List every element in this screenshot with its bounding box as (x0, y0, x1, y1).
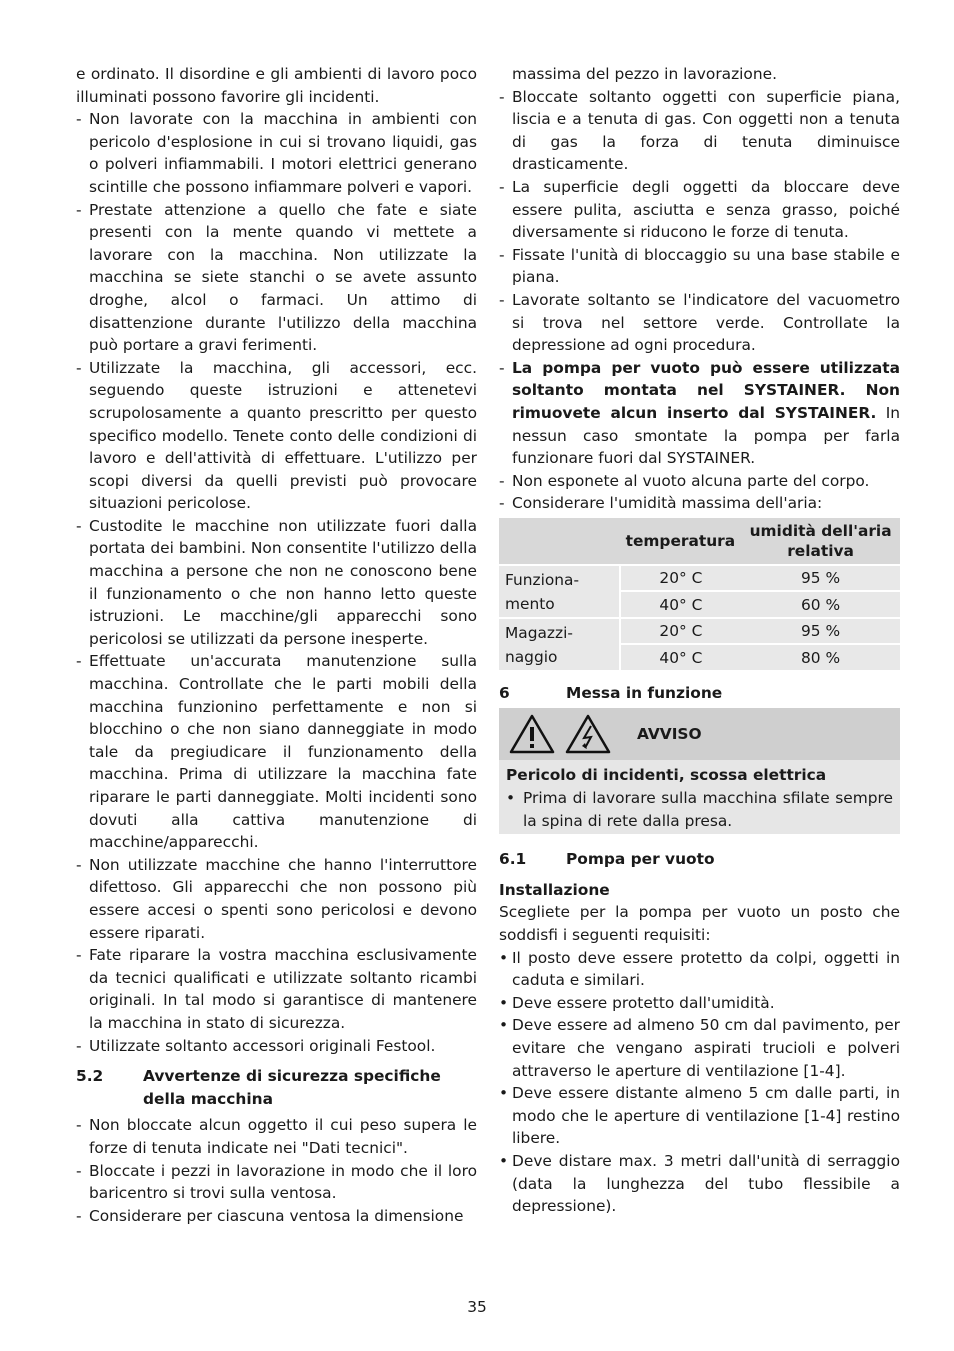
list-item: - La superficie degli oggetti da bloccare deve essere pulita, asciutta e senza grasso, poiché diversamente si riducono le forze di tenuta. (499, 176, 900, 244)
section-heading-6 (499, 682, 900, 705)
section-title: Pompa per vuoto (566, 850, 715, 869)
list-item: - Non bloccate alcun oggetto il cui peso supera le forze di tenuta indicate nei "Dati tecnici". (76, 1114, 477, 1159)
section-title: Avvertenze di sicurezza specifiche della macchina (143, 1067, 441, 1108)
paragraph: Scegliete per la pompa per vuoto un posto che soddisfi i seguenti requisiti: (499, 903, 900, 945)
table-cell: 40° C (620, 644, 742, 670)
list-item-bold (499, 357, 900, 470)
humidity-table (499, 518, 900, 670)
safety-list (76, 108, 477, 1057)
list-item: - Non esponete al vuoto alcuna parte del corpo. (499, 470, 900, 493)
table-cell: Funziona-mento (499, 565, 620, 618)
table-header: umidità dell'aria relativa (741, 518, 900, 565)
list-item: - Bloccate soltanto oggetti con superficie piana, liscia e a tenuta di gas. Con oggetti non a tenuta di gas la forza di tenuta diminuisce drasticamente. (499, 86, 900, 176)
table-cell: 95 % (741, 618, 900, 645)
paragraph: massima del pezzo in lavorazione. (512, 65, 777, 83)
list-item: - Bloccate i pezzi in lavorazione in modo che il loro baricentro si trovi sulla ventosa. (76, 1160, 477, 1205)
list-item: - Fissate l'unità di bloccaggio su una base stabile e piana. (499, 244, 900, 289)
list-item: - Custodite le macchine non utilizzate fuori dalla portata dei bambini. Non consentite l'utilizzo della macchina a persone che non ne conoscono bene il funzionamento o che non hanno letto queste istruzioni. Le macchine/gli apparecchi sono pericolosi se utilizzati da persone inesperte. (76, 515, 477, 651)
left-column (76, 63, 477, 1227)
section-title: Messa in funzione (566, 683, 723, 702)
warning-body (499, 760, 900, 834)
paragraph: e ordinato. Il disordine e gli ambienti di lavoro poco illuminati possono favorire gli incidenti. (76, 65, 477, 106)
list-item: - Fate riparare la vostra macchina esclusivamente da tecnici qualificati e utilizzate soltanto ricambi originali. In tal modo si garantisce di mantenere la macchina in stato di sicurezza. (76, 944, 477, 1034)
warning-subtitle: Pericolo di incidenti, scossa elettrica (506, 766, 827, 785)
table-cell: 40° C (620, 591, 742, 618)
warning-box (499, 708, 900, 834)
table-cell: 60 % (741, 591, 900, 618)
list-item: - Non utilizzate macchine che hanno l'interruttore difettoso. Gli apparecchi che non possono più essere accesi o spenti sono pericolosi e devono essere riparati. (76, 854, 477, 944)
list-item: • Deve distare max. 3 metri dall'unità di serraggio (data la lunghezza del tubo flessibile a depressione). (499, 1150, 900, 1218)
list-item: - Utilizzate la macchina, gli accessori, ecc. seguendo queste istruzioni e attenetevi scrupolosamente a quanto prescritto per questo specifico modello. Tenete conto delle condizioni di lavoro e dell'attività di effettuare. L'utilizzo per scopi diversi da quelli previsti può provocare situazioni pericolose. (76, 357, 477, 515)
section-number: 5.2 (76, 1067, 104, 1086)
list-item: • Deve essere distante almeno 5 cm dalle parti, in modo che le aperture di ventilazione [1-4] restino libere. (499, 1082, 900, 1150)
table-cell: Magazzi-naggio (499, 618, 620, 670)
bold-text: La pompa per vuoto può essere utilizzata soltanto montata nel SYSTAINER. Non rimuovete alcun inserto dal SYSTAINER. (512, 358, 900, 422)
table-cell: 20° C (620, 565, 742, 592)
list-item: - Effettuate un'accurata manutenzione sulla macchina. Controllate che le parti mobili della macchina funzionino perfettamente e non si blocchino o che non siano danneggiate in modo tale da pregiudicare il funzionamento della macchina. Prima di utilizzare la macchina fate riparare le parti danneggiate. Molti incidenti sono dovuti alla cattiva manutenzione di macchine/apparecchi. (76, 650, 477, 853)
table-cell: 95 % (741, 565, 900, 592)
table-cell: 80 % (741, 644, 900, 670)
list-item: • Deve essere protetto dall'umidità. (499, 992, 900, 1015)
section-heading-6-1 (499, 848, 900, 871)
section-number: 6.1 (499, 850, 527, 869)
electric-shock-icon (565, 714, 611, 754)
warning-header (499, 708, 900, 760)
regular-text: In nessun caso smontate la pompa per farla funzionare fuori dal SYSTAINER. (512, 403, 900, 468)
list-item: - Lavorate soltanto se l'indicatore del vacuometro si trova nel settore verde. Controllate la depressione ad ogni procedura. (499, 289, 900, 357)
list-item: - Considerare per ciascuna ventosa la dimensione (76, 1205, 477, 1228)
table-header (499, 518, 620, 565)
list-item: • Il posto deve essere protetto da colpi, oggetti in caduta e similari. (499, 947, 900, 992)
list-item: - Non lavorate con la macchina in ambienti con pericolo d'esplosione in cui si trovano liquidi, gas o polveri infiammabili. I motori elettrici generano scintille che possono infiammare polveri e vapori. (76, 108, 477, 198)
list-item: - Considerare l'umidità massima dell'aria: (499, 492, 900, 515)
right-column (499, 63, 900, 1218)
table-header: temperatura (620, 518, 742, 565)
list-item: - Prestate attenzione a quello che fate e siate presenti con la mente quando vi mettete a lavorare con la macchina. Non utilizzate la macchina se siete stanchi o se avete assunto droghe, alcol o farmaci. Un attimo di disattenzione durante l'utilizzo della macchina può portare a gravi ferimenti. (76, 199, 477, 357)
table-row (499, 565, 900, 592)
section-number: 6 (499, 683, 510, 702)
warning-triangle-icon (509, 714, 555, 754)
table-row (499, 618, 900, 645)
list-item: • Deve essere ad almeno 50 cm dal pavimento, per evitare che vengano aspirati trucioli e polveri attraverso le aperture di ventilazione [1-4]. (499, 1014, 900, 1082)
table-cell: 20° C (620, 618, 742, 645)
section-heading-5-2 (76, 1065, 477, 1110)
specific-safety-list (76, 1114, 477, 1227)
subheading: Installazione (499, 880, 610, 899)
page-number: 35 (467, 1298, 487, 1316)
warning-bullet: • Prima di lavorare sulla macchina sfilate sempre la spina di rete dalla presa. (506, 787, 893, 832)
warning-title: AVVISO (637, 725, 702, 744)
warning-icons (509, 714, 637, 754)
list-item: - Utilizzate soltanto accessori originali Festool. (76, 1035, 477, 1058)
